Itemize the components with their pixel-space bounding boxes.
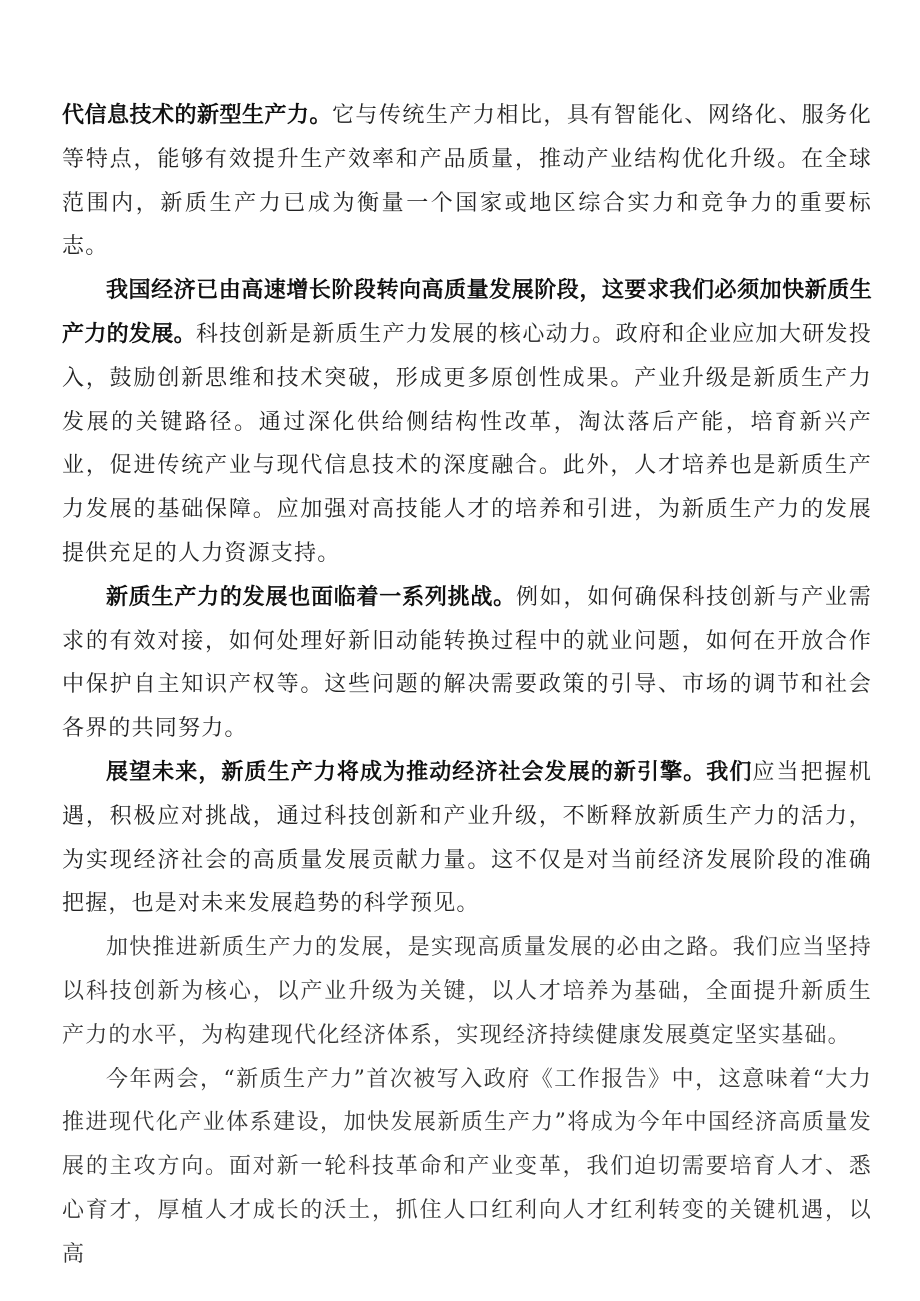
document-page bbox=[62, 94, 872, 1277]
paragraph-body: 应当把握机遇，积极应对挑战，通过科技创新和产业升级，不断释放新质生产力的活力，为实现经济社会的高质量发展贡献力量。这不仅是对当前经济发展阶段的准确把握，也是对未来发展趋势的科学预见。 bbox=[62, 759, 872, 917]
paragraph-body: 它与传统生产力相比，具有智能化、网络化、服务化等特点，能够有效提升生产效率和产品质量，推动产业结构优化升级。在全球范围内，新质生产力已成为衡量一个国家或地区综合实力和竞争力的重要标志。 bbox=[62, 103, 872, 260]
paragraph-body: 今年两会，“新质生产力”首次被写入政府《工作报告》中，这意味着“大力推进现代化产业体系建设，加快发展新质生产力”将成为今年中国经济高质量发展的主攻方向。面对新一轮科技革命和产业变革，我们迫切需要培育人才、悉心育才，厚植人才成长的沃土，抓住人口红利向人才红利转变的关键机遇，以高 bbox=[62, 1066, 872, 1267]
paragraph-3 bbox=[62, 576, 872, 751]
paragraph-lead: 我国经济已由高速增长阶段转向高质量发展阶段，这要求我们必须加快新质生产力的发展。 bbox=[62, 278, 872, 347]
paragraph-1 bbox=[62, 94, 872, 269]
paragraph-lead: 新质生产力的发展也面临着一系列挑战。 bbox=[106, 584, 516, 610]
paragraph-lead: 代信息技术的新型生产力。 bbox=[62, 103, 332, 128]
paragraph-body: 科技创新是新质生产力发展的核心动力。政府和企业应加大研发投入，鼓励创新思维和技术突破，形成更多原创性成果。产业升级是新质生产力发展的关键路径。通过深化供给侧结构性改革，淘汰落后产能，培育新兴产业，促进传统产业与现代信息技术的深度融合。此外，人才培养也是新质生产力发展的基础保障。应加强对高技能人才的培养和引进，为新质生产力的发展提供充足的人力资源支持。 bbox=[62, 321, 872, 566]
paragraph-lead: 展望未来，新质生产力将成为推动经济社会发展的新引擎。我们 bbox=[106, 759, 753, 785]
paragraph-6 bbox=[62, 1058, 872, 1277]
paragraph-body: 加快推进新质生产力的发展，是实现高质量发展的必由之路。我们应当坚持以科技创新为核心，以产业升级为关键，以人才培养为基础，全面提升新质生产力的水平，为构建现代化经济体系，实现经济持续健康发展奠定坚实基础。 bbox=[62, 935, 872, 1048]
paragraph-5 bbox=[62, 926, 872, 1057]
paragraph-body: 例如，如何确保科技创新与产业需求的有效对接，如何处理好新旧动能转换过程中的就业问题，如何在开放合作中保护自主知识产权等。这些问题的解决需要政策的引导、市场的调节和社会各界的共同努力。 bbox=[62, 584, 872, 742]
paragraph-4 bbox=[62, 751, 872, 926]
paragraph-2 bbox=[62, 269, 872, 576]
